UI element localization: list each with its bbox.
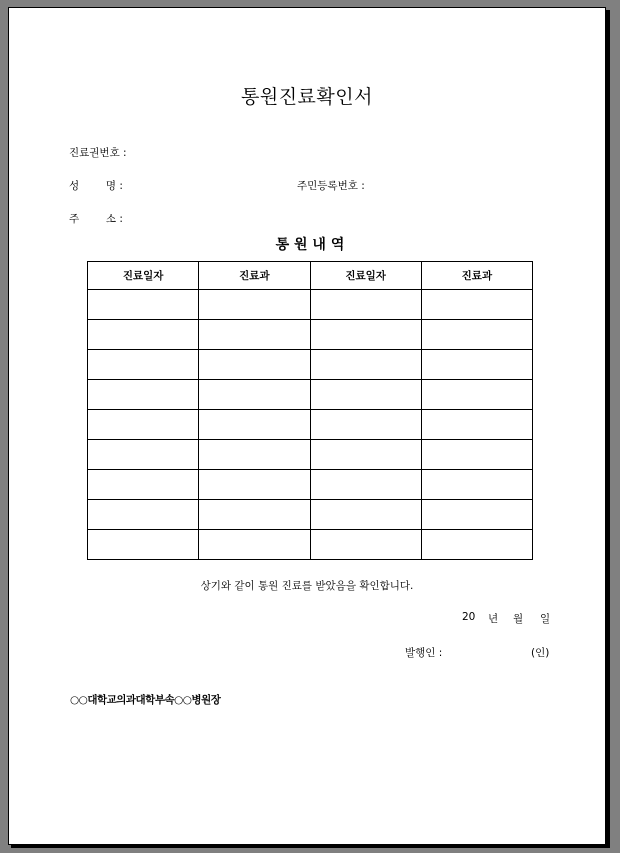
department-cell <box>199 350 310 380</box>
issuer-seal: (인) <box>531 647 550 659</box>
visit-date-cell <box>88 470 199 500</box>
department-cell <box>421 500 532 530</box>
department-cell <box>421 320 532 350</box>
column-header-visit-date: 진료일자 <box>88 262 199 290</box>
department-cell <box>199 530 310 560</box>
visit-date-cell <box>310 470 421 500</box>
page-shadow-right <box>606 10 610 848</box>
visit-date-cell <box>310 320 421 350</box>
visit-date-cell <box>88 440 199 470</box>
department-cell <box>199 470 310 500</box>
resident-number-label: 주민등록번호 : <box>297 180 365 192</box>
table-row <box>88 410 533 440</box>
visit-date-cell <box>310 500 421 530</box>
visit-date-cell <box>310 530 421 560</box>
table-row <box>88 440 533 470</box>
department-cell <box>421 290 532 320</box>
visit-date-cell <box>310 410 421 440</box>
table-row <box>88 500 533 530</box>
hospital-name: ○○대학교의과대학부속○○병원장 <box>70 694 221 706</box>
department-cell <box>199 290 310 320</box>
department-cell <box>421 350 532 380</box>
visit-date-cell <box>88 350 199 380</box>
document-title: 통원진료확인서 <box>241 86 373 108</box>
department-cell <box>199 320 310 350</box>
name-label: 성 명 : <box>69 180 123 192</box>
issuer-label: 발행인 : <box>405 647 443 659</box>
column-header-visit-date: 진료일자 <box>310 262 421 290</box>
visit-date-cell <box>88 410 199 440</box>
visit-date-cell <box>310 350 421 380</box>
visit-date-cell <box>88 530 199 560</box>
visit-records-table <box>87 261 533 560</box>
visit-date-cell <box>310 290 421 320</box>
table-body <box>88 290 533 560</box>
date-day-label: 일 <box>540 613 551 625</box>
department-cell <box>421 410 532 440</box>
table-header-row <box>88 262 533 290</box>
table-row <box>88 290 533 320</box>
date-year-prefix: 20 <box>462 611 476 623</box>
column-header-department: 진료과 <box>421 262 532 290</box>
address-label: 주 소 : <box>69 213 123 225</box>
visit-date-cell <box>88 320 199 350</box>
department-cell <box>421 530 532 560</box>
visit-date-cell <box>310 380 421 410</box>
department-cell <box>199 410 310 440</box>
table-row <box>88 470 533 500</box>
department-cell <box>421 440 532 470</box>
section-title: 통 원 내 역 <box>275 237 345 253</box>
visit-date-cell <box>88 290 199 320</box>
visit-date-cell <box>88 380 199 410</box>
department-cell <box>421 380 532 410</box>
column-header-department: 진료과 <box>199 262 310 290</box>
table-row <box>88 530 533 560</box>
department-cell <box>421 470 532 500</box>
department-cell <box>199 500 310 530</box>
department-cell <box>199 440 310 470</box>
page-shadow-bottom <box>11 845 610 848</box>
table-row <box>88 380 533 410</box>
date-year-label: 년 <box>488 613 499 625</box>
table-row <box>88 350 533 380</box>
confirmation-statement: 상기와 같이 통원 진료를 받았음을 확인합니다. <box>200 580 414 592</box>
visit-date-cell <box>310 440 421 470</box>
visit-date-cell <box>88 500 199 530</box>
record-number-label: 진료권번호 : <box>69 147 127 159</box>
date-month-label: 월 <box>513 613 524 625</box>
table-row <box>88 320 533 350</box>
department-cell <box>199 380 310 410</box>
